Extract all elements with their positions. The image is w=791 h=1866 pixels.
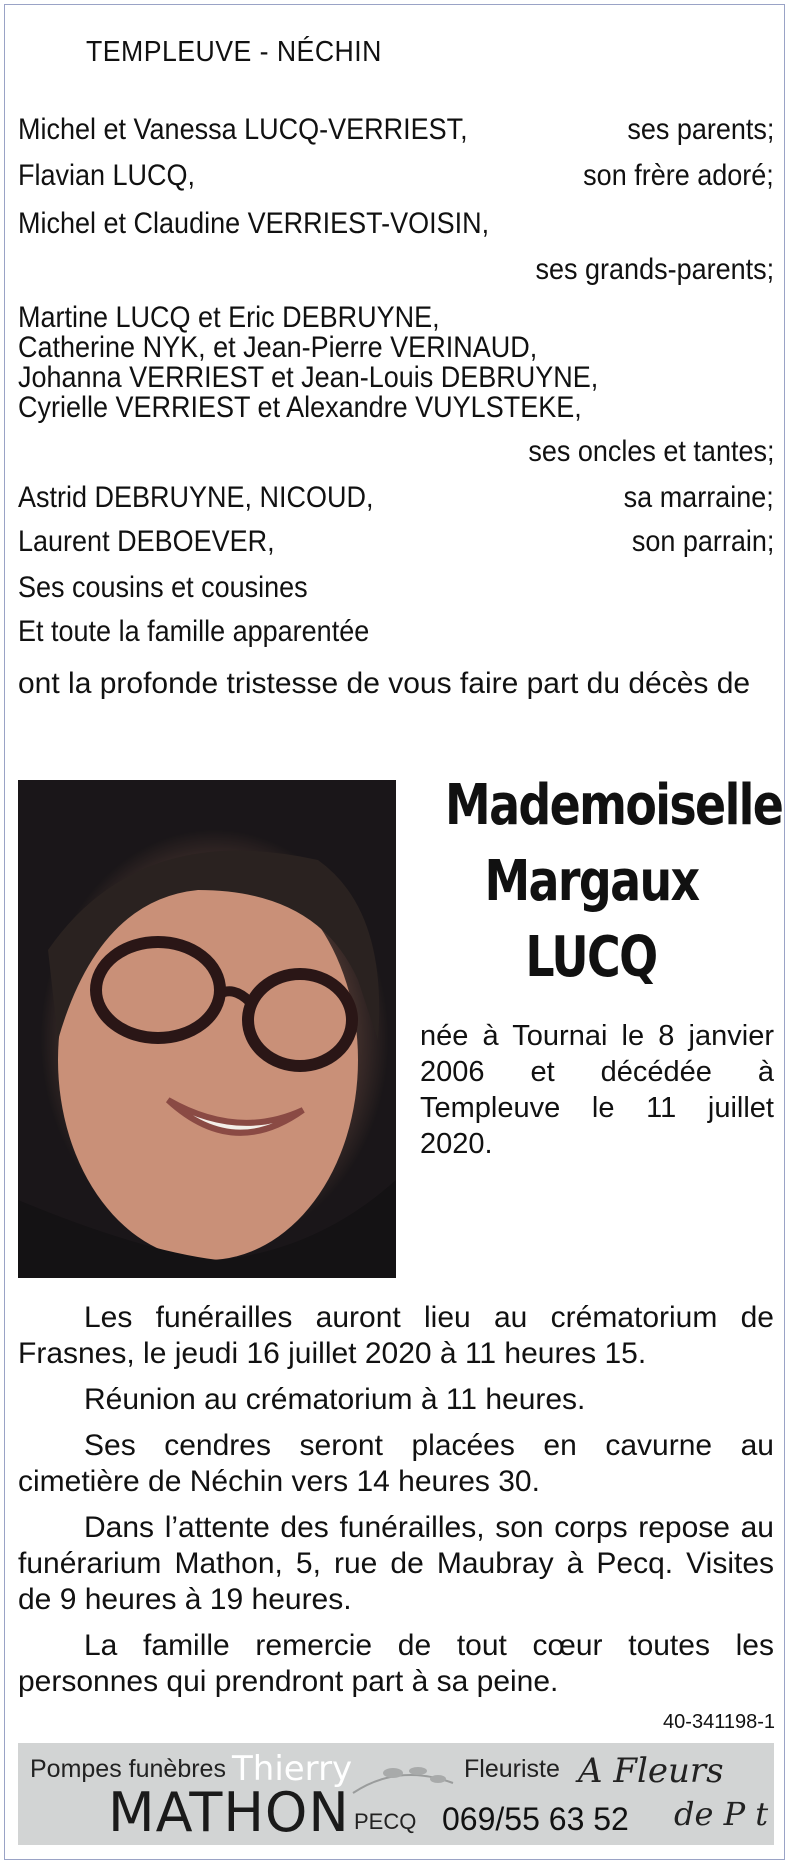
visits-paragraph: Dans l’attente des funérailles, son corps repose au funérarium Mathon, 5, rue de Maubray à Pecq. Visites de 9 heures à 19 heures. [18,1511,774,1616]
reference-number: 40-341198-1 [663,1711,775,1733]
meeting-paragraph: Réunion au crématorium à 11 heures. [84,1383,586,1416]
family-member-name: Martine LUCQ et Eric DEBRUYNE, [18,301,440,334]
family-member-name: Cyrielle VERRIEST et Alexandre VUYLSTEKE, [18,391,582,424]
family-member-name: Laurent DEBOEVER, [18,525,275,558]
family-member-name: Astrid DEBRUYNE, NICOUD, [18,481,374,514]
ashes-paragraph: Ses cendres seront placées en cavurne au cimetière de Néchin vers 14 heures 30. [18,1429,774,1498]
family-relation: son frère adoré; [583,159,774,192]
family-relation: sa marraine; [623,481,774,514]
funeral-home-banner [18,1743,774,1845]
banner-thierry-text: Thierry [232,1749,353,1789]
deceased-last-name: LUCQ [525,925,657,990]
banner-depot-text: de P t [674,1795,769,1833]
family-member-name: Michel et Vanessa LUCQ-VERRIEST, [18,113,468,146]
banner-pompes-text: Pompes funèbres [30,1755,226,1783]
leaf-ornament-icon [348,1753,458,1803]
family-relation: ses grands-parents; [535,253,774,286]
town-header: TEMPLEUVE - NÉCHIN [86,36,382,68]
birth-death-text: née à Tournai le 8 janvier 2006 et décédée à Templeuve le 11 juillet 2020. [420,1020,774,1160]
banner-pecq-text: PECQ [354,1809,417,1834]
banner-mathon-text: MATHON [108,1781,350,1844]
announcement-text: ont la profonde tristesse de vous faire part du décès de [18,667,751,700]
banner-fleurs-text: A Fleurs [578,1751,724,1791]
family-member-name: Catherine NYK, et Jean-Pierre VERINAUD, [18,331,538,364]
family-member-name: Johanna VERRIEST et Jean-Louis DEBRUYNE, [18,361,599,394]
family-member-name: Michel et Claudine VERRIEST-VOISIN, [18,207,490,240]
deceased-title: Mademoiselle [445,773,783,838]
deceased-first-name: Margaux [483,849,699,914]
family-member-name: Ses cousins et cousines [18,571,308,604]
banner-phone-text: 069/55 63 52 [442,1801,629,1837]
thanks-paragraph: La famille remercie de tout cœur toutes les personnes qui prendront part à sa peine. [18,1629,774,1698]
portrait-photo [18,780,396,1278]
family-relation: ses parents; [626,113,774,146]
family-relation: ses oncles et tantes; [527,435,774,468]
family-member-name: Flavian LUCQ, [18,159,196,192]
family-member-name: Et toute la famille apparentée [18,615,370,648]
family-relation: son parrain; [631,525,774,558]
funeral-paragraph: Les funérailles auront lieu au crématorium de Frasnes, le jeudi 16 juillet 2020 à 11 heures 15. [18,1301,774,1370]
banner-fleuriste-text: Fleuriste [464,1755,560,1783]
